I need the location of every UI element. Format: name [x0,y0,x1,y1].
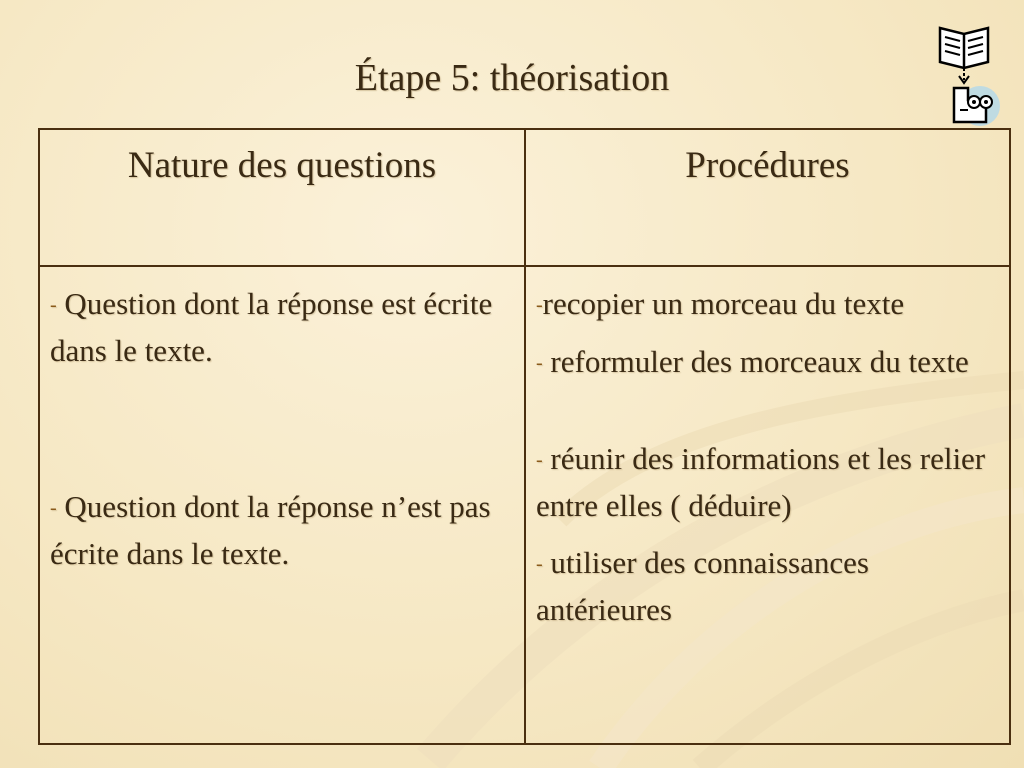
procedure-text: reformuler des morceaux du texte [542,344,969,379]
book-reader-icon [934,18,1006,130]
bullet-dash: - [536,352,543,374]
list-item [536,339,1003,386]
header-procedures: Procédures [525,129,1010,266]
list-item [536,540,1003,633]
bullet-dash: - [50,294,57,316]
bullet-dash: - [536,294,543,316]
bullet-dash: - [50,497,57,519]
page-title: Étape 5: théorisation [354,57,670,99]
list-item [536,281,1003,328]
procedure-text: recopier un morceau du texte [542,286,905,321]
list-item [50,484,518,577]
table-header-row [39,129,1010,266]
procedure-text: utiliser des connaissances antérieures [536,545,869,627]
question-text: Question dont la réponse n’est pas écrite dans le texte. [50,489,491,571]
list-item [50,281,518,374]
bullet-dash: - [536,449,543,471]
procedures-cell [525,266,1010,744]
table-row [39,266,1010,744]
question-text: Question dont la réponse est écrite dans le texte. [50,286,493,368]
bullet-dash: - [536,553,543,575]
content-table [38,128,1011,745]
questions-cell [39,266,525,744]
procedure-text: réunir des informations et les relier entre elles ( déduire) [536,441,986,523]
list-item [536,436,1003,529]
header-nature-des-questions: Nature des questions [39,129,525,266]
